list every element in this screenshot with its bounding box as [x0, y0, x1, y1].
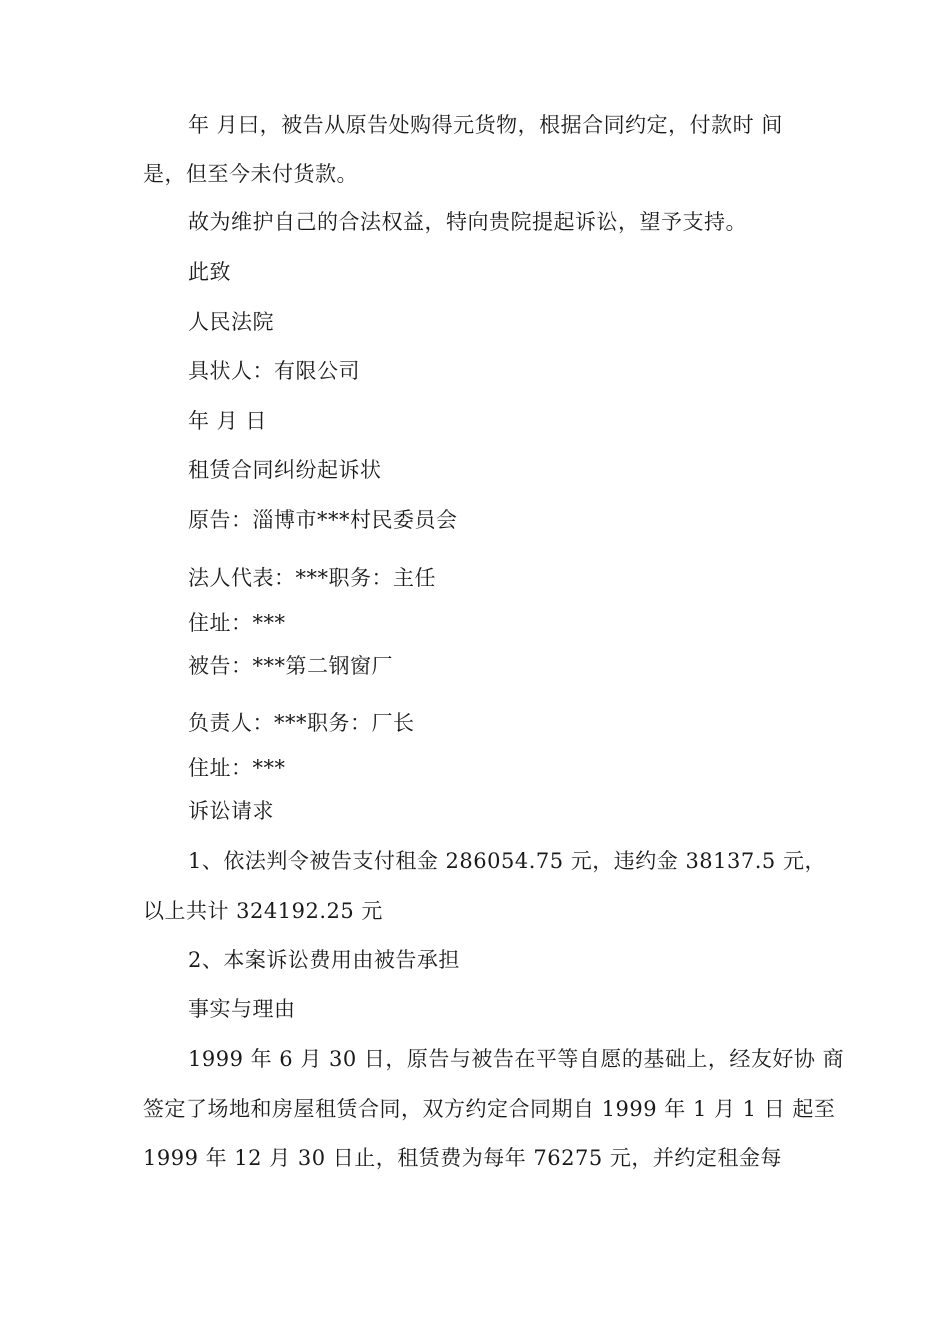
- address-line: 住址：***: [188, 611, 286, 635]
- court-name: 人民法院: [188, 310, 274, 334]
- date-line: 年 月 日: [188, 409, 267, 433]
- section-title: 租赁合同纠纷起诉状: [188, 458, 382, 482]
- section-heading-claims: 诉讼请求: [188, 799, 274, 823]
- text-line: 以上共计 324192.25 元: [143, 899, 383, 923]
- responsible-person-line: 负责人：***职务：厂长: [188, 711, 415, 735]
- text-line: 是，但至今未付货款。: [143, 162, 358, 186]
- text-line: 2、本案诉讼费用由被告承担: [188, 948, 460, 972]
- text-line: 1999 年 12 月 30 日止，租赁费为每年 76275 元，并约定租金每: [143, 1146, 782, 1170]
- plaintiff-line: 原告：淄博市***村民委员会: [188, 508, 458, 532]
- salutation: 此致: [188, 260, 231, 284]
- text-line: 年 月曰，被告从原告处购得元货物，根据合同约定，付款时 间: [188, 113, 783, 137]
- text-line: 1、依法判令被告支付租金 286054.75 元，违约金 38137.5 元，: [188, 849, 826, 873]
- legal-representative-line: 法人代表：***职务：主任: [188, 566, 436, 590]
- defendant-line: 被告：***第二钢窗厂: [188, 654, 393, 678]
- text-line: 签定了场地和房屋租赁合同，双方约定合同期自 1999 年 1 月 1 日 起至: [143, 1097, 836, 1121]
- text-line: 1999 年 6 月 30 日，原告与被告在平等自愿的基础上，经友好协 商: [188, 1047, 845, 1071]
- signatory: 具状人：有限公司: [188, 359, 360, 383]
- section-heading-facts: 事实与理由: [188, 997, 296, 1021]
- text-line: 故为维护自己的合法权益，特向贵院提起诉讼，望予支持。: [188, 210, 747, 234]
- address-line: 住址：***: [188, 756, 286, 780]
